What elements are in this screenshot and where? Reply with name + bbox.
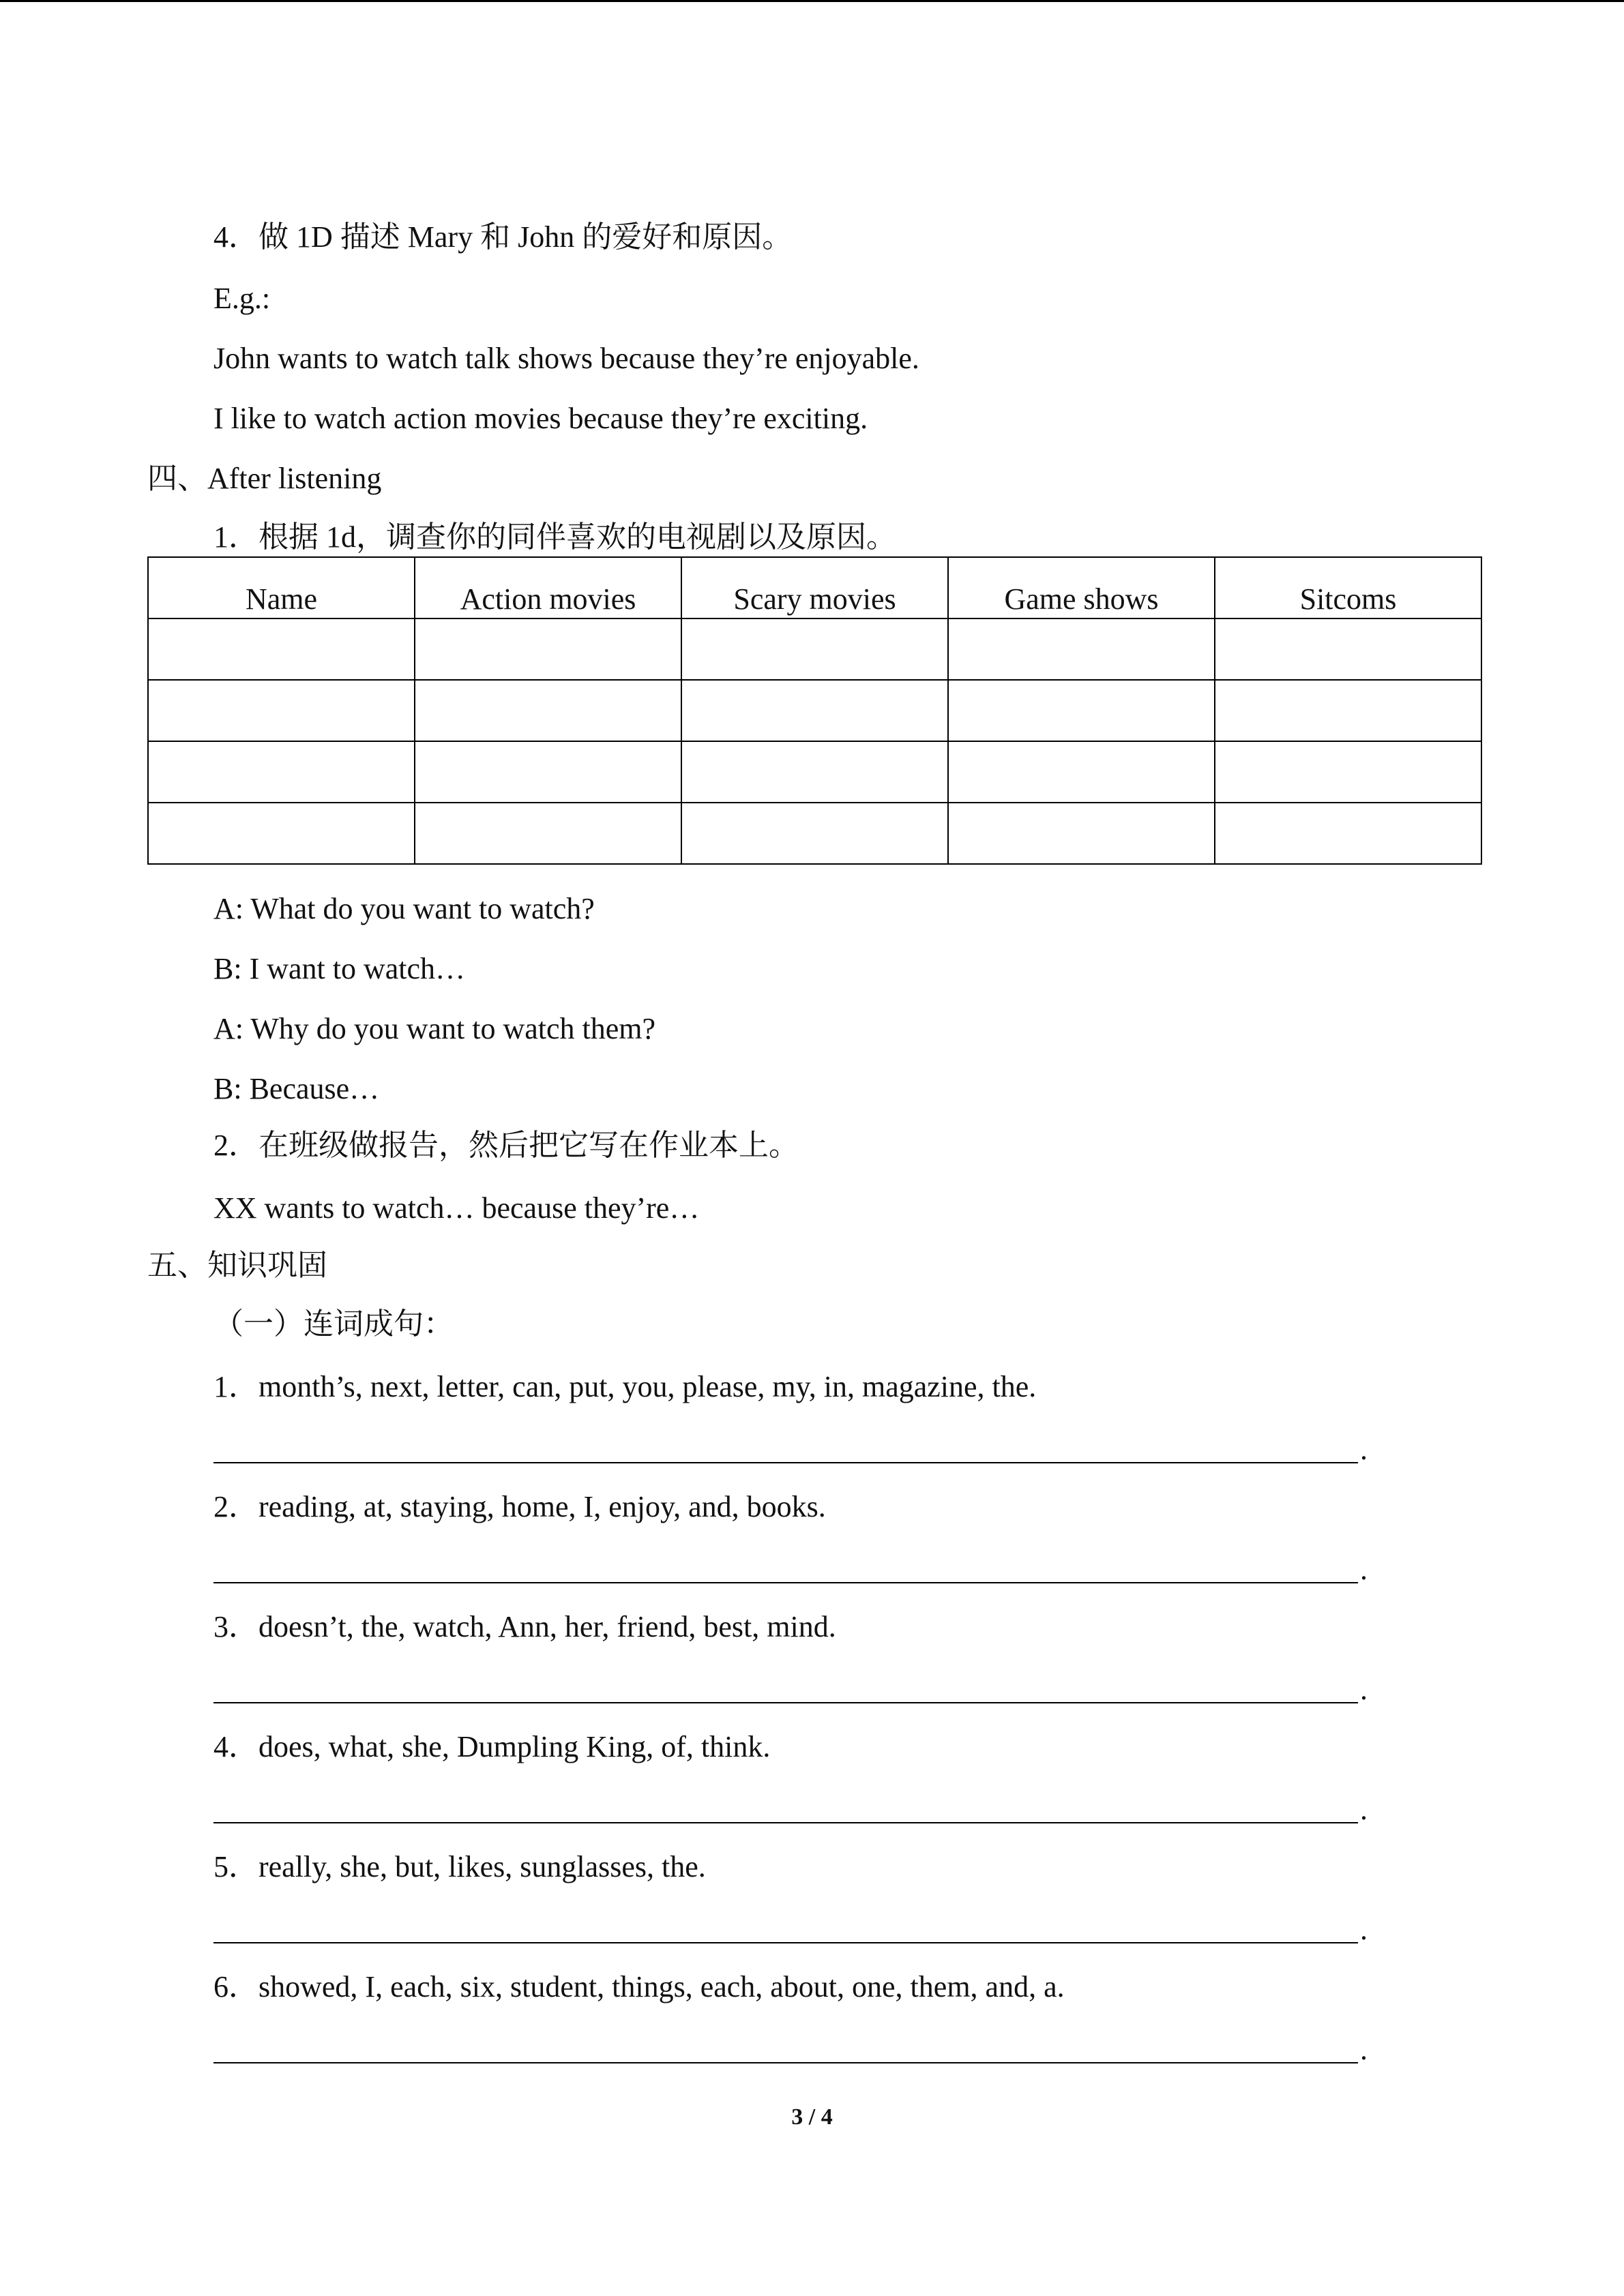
- question-5: 5．really, she, but, likes, sunglasses, the.: [213, 1850, 706, 1883]
- dialog-line-3: A: Why do you want to watch them?: [213, 1012, 656, 1045]
- answer-line-1[interactable]: [213, 1462, 1358, 1463]
- header-action-movies: Action movies: [415, 557, 681, 618]
- header-scary-movies: Scary movies: [681, 557, 948, 618]
- dialog-line-1: A: What do you want to watch?: [213, 892, 595, 925]
- table-cell[interactable]: [1215, 618, 1481, 680]
- table-cell[interactable]: [148, 741, 415, 803]
- question-1: 1．month’s, next, letter, can, put, you, please, my, in, magazine, the.: [213, 1370, 1037, 1403]
- report-template: XX wants to watch… because they’re…: [213, 1191, 700, 1225]
- top-border: [0, 0, 1624, 2]
- header-sitcoms: Sitcoms: [1215, 557, 1481, 618]
- table-cell[interactable]: [148, 803, 415, 864]
- answer-period-3: .: [1360, 1673, 1368, 1706]
- table-cell[interactable]: [948, 803, 1215, 864]
- header-game-shows: Game shows: [948, 557, 1215, 618]
- table-cell[interactable]: [415, 741, 681, 803]
- table-cell[interactable]: [148, 618, 415, 680]
- survey-table: [147, 556, 1482, 865]
- answer-period-5: .: [1360, 1913, 1368, 1946]
- section-5-title: 五、知识巩固: [147, 1249, 327, 1282]
- section-4-item-2: 2．在班级做报告，然后把它写在作业本上。: [213, 1129, 799, 1162]
- table-row: [148, 680, 1481, 741]
- answer-line-3[interactable]: [213, 1702, 1358, 1703]
- answer-period-1: .: [1360, 1433, 1368, 1466]
- table-header-row: [148, 557, 1481, 618]
- table-cell[interactable]: [948, 618, 1215, 680]
- table-cell[interactable]: [1215, 803, 1481, 864]
- table-cell[interactable]: [681, 803, 948, 864]
- section-4-item-1: 1．根据 1d，调查你的同伴喜欢的电视剧以及原因。: [213, 520, 896, 554]
- answer-line-5[interactable]: [213, 1942, 1358, 1943]
- table-cell[interactable]: [148, 680, 415, 741]
- table-cell[interactable]: [681, 618, 948, 680]
- table-cell[interactable]: [681, 741, 948, 803]
- item-4-text: 4．做 1D 描述 Mary 和 John 的爱好和原因。: [213, 220, 793, 254]
- section-5-subtitle: （一）连词成句：: [213, 1307, 454, 1341]
- table-row: [148, 741, 1481, 803]
- answer-line-4[interactable]: [213, 1822, 1358, 1823]
- answer-line-6[interactable]: [213, 2062, 1358, 2063]
- header-name: Name: [148, 557, 415, 618]
- table-row: [148, 803, 1481, 864]
- question-4: 4．does, what, she, Dumpling King, of, think.: [213, 1730, 771, 1763]
- section-4-title: 四、After listening: [147, 462, 382, 495]
- answer-period-4: .: [1360, 1793, 1368, 1826]
- page-number: 3 / 4: [791, 2104, 833, 2130]
- question-6: 6．showed, I, each, six, student, things, each, about, one, them, and, a.: [213, 1970, 1065, 2003]
- table-cell[interactable]: [415, 618, 681, 680]
- table-cell[interactable]: [948, 680, 1215, 741]
- table-cell[interactable]: [1215, 741, 1481, 803]
- answer-period-2: .: [1360, 1553, 1368, 1586]
- answer-line-2[interactable]: [213, 1582, 1358, 1583]
- question-3: 3．doesn’t, the, watch, Ann, her, friend, best, mind.: [213, 1610, 836, 1643]
- example-sentence-2: I like to watch action movies because they’re exciting.: [213, 402, 868, 435]
- question-2: 2．reading, at, staying, home, I, enjoy, and, books.: [213, 1490, 826, 1523]
- dialog-line-2: B: I want to watch…: [213, 952, 466, 985]
- answer-period-6: .: [1360, 2033, 1368, 2066]
- dialog-line-4: B: Because…: [213, 1072, 380, 1105]
- table-cell[interactable]: [415, 680, 681, 741]
- example-sentence-1: John wants to watch talk shows because they’re enjoyable.: [213, 342, 919, 375]
- table-cell[interactable]: [681, 680, 948, 741]
- table-row: [148, 618, 1481, 680]
- eg-label: E.g.:: [213, 282, 271, 315]
- table-cell[interactable]: [415, 803, 681, 864]
- table-cell[interactable]: [1215, 680, 1481, 741]
- table-cell[interactable]: [948, 741, 1215, 803]
